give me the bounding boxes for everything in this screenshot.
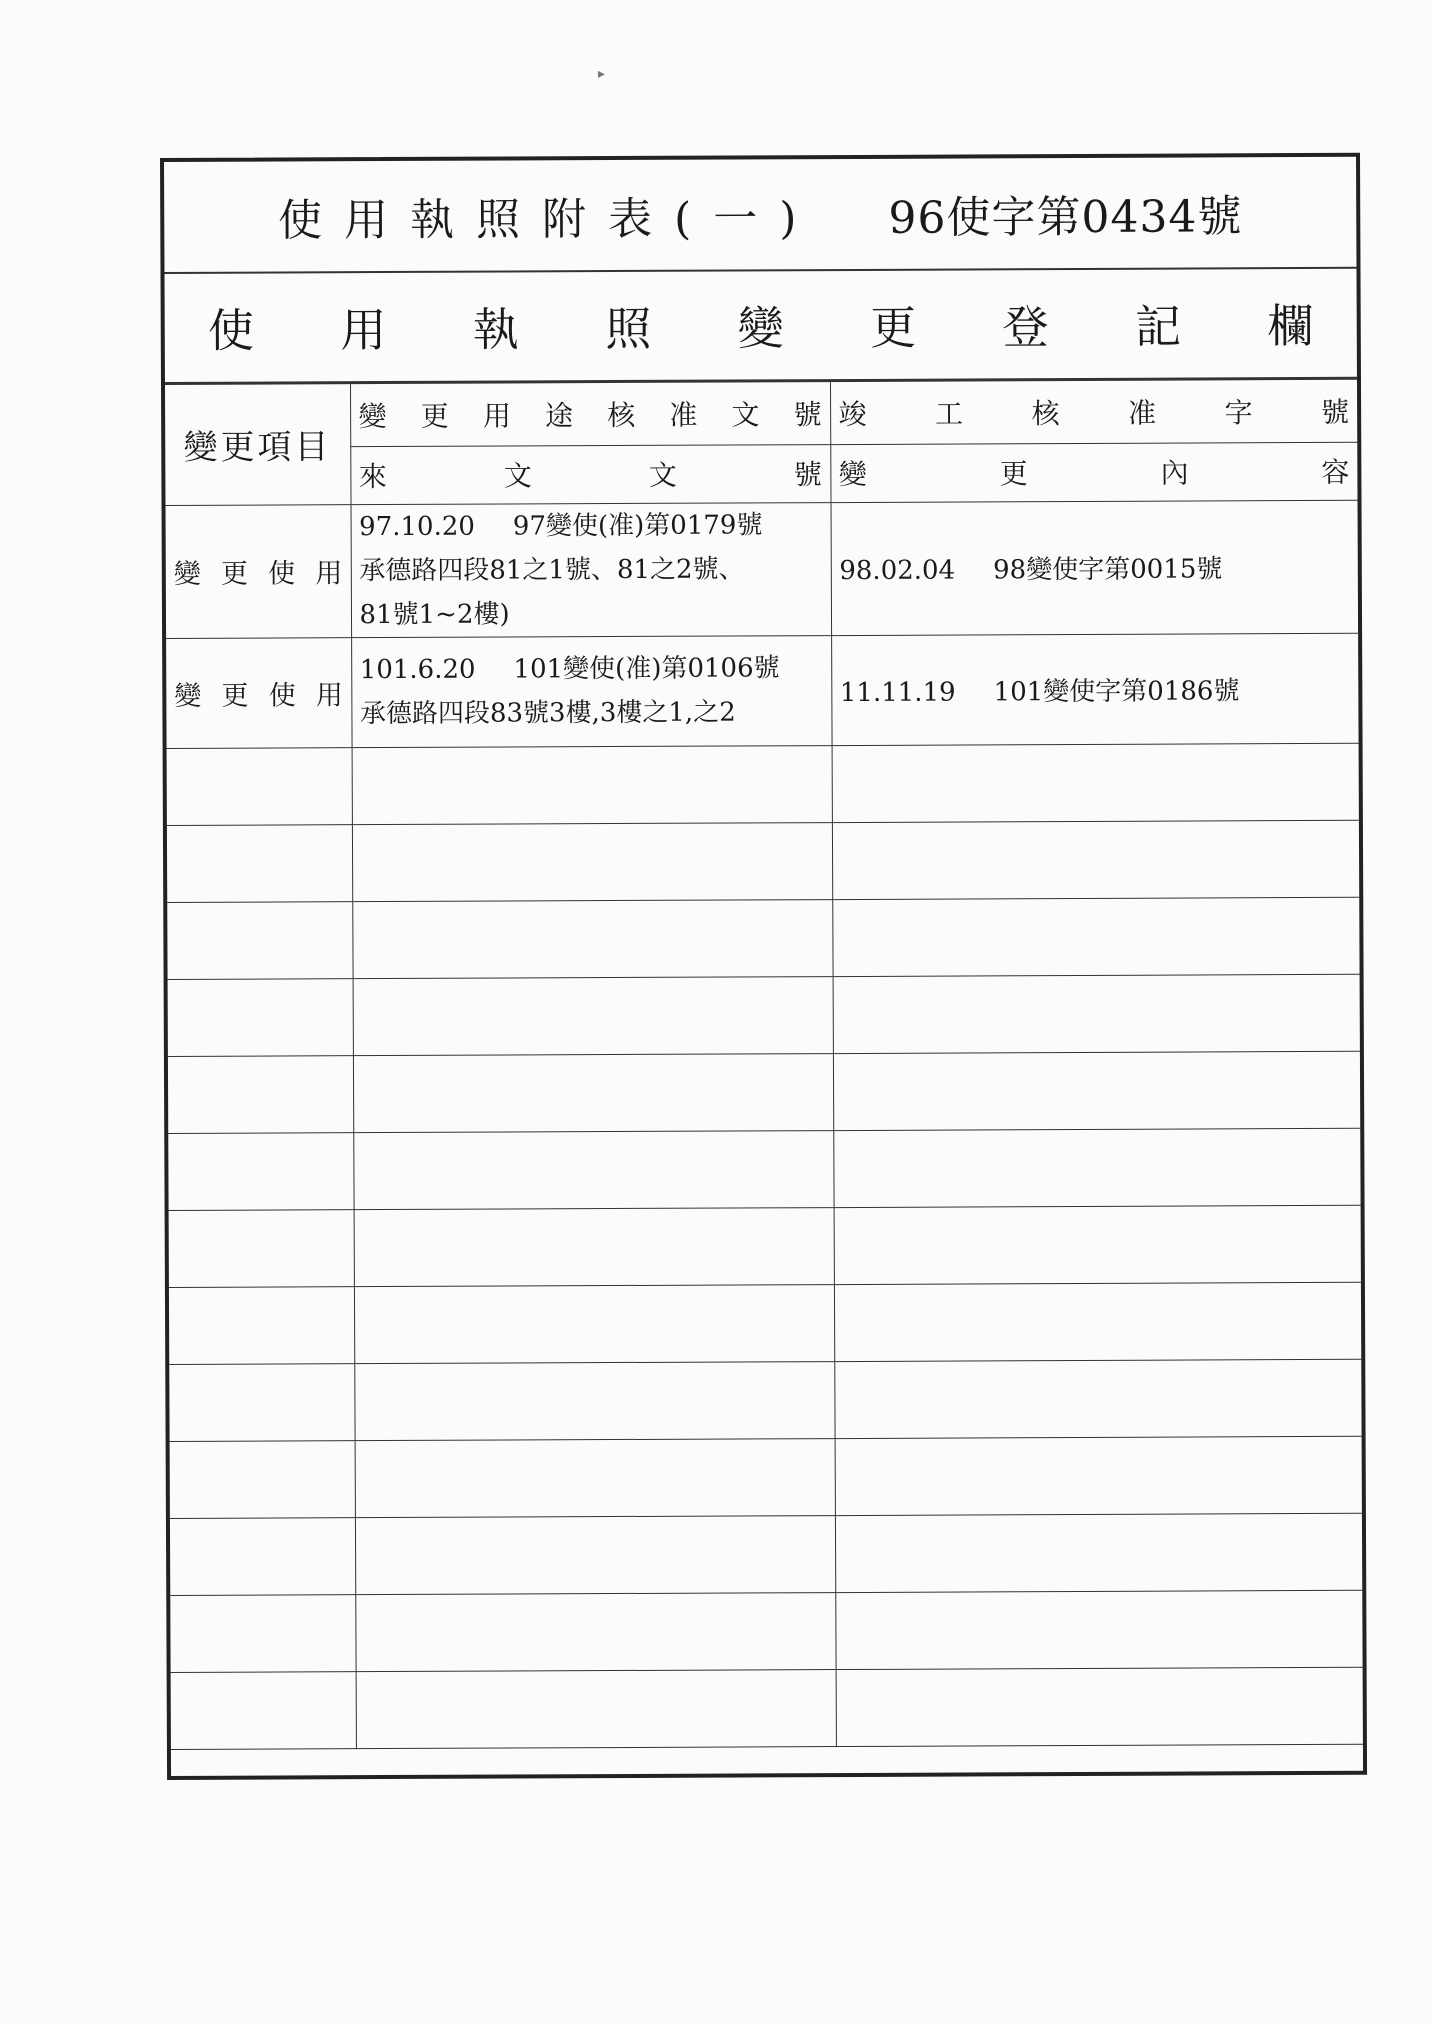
blank-row — [170, 1513, 1362, 1595]
blank-cell — [355, 1515, 835, 1594]
doc-number: 97變使(准)第0179號 — [512, 509, 763, 541]
subtitle-char: 用 — [340, 303, 387, 358]
blank-cell — [832, 820, 1359, 899]
blank-row — [168, 1128, 1360, 1210]
blank-row — [171, 1667, 1363, 1749]
doc-date: 97.10.20 — [359, 511, 475, 542]
blank-rows — [167, 743, 1363, 1749]
blank-cell — [833, 1051, 1360, 1130]
blank-cell — [354, 1284, 834, 1363]
doc-address: 承德路四段81之1號、81之2號、 — [359, 553, 745, 586]
doc-number: 101變使(准)第0106號 — [513, 653, 780, 685]
subtitle-char: 登 — [1002, 300, 1049, 355]
blank-cell — [352, 822, 832, 901]
entry-item: 變 更 使 用 — [166, 504, 352, 638]
blank-row — [168, 1051, 1360, 1133]
blank-cell — [835, 1436, 1362, 1515]
change-register-table — [165, 380, 1363, 1750]
blank-cell — [168, 1132, 353, 1210]
blank-cell — [832, 743, 1359, 822]
blank-cell — [832, 897, 1359, 976]
blank-row — [169, 1205, 1361, 1287]
blank-cell — [354, 1207, 834, 1286]
blank-row — [170, 1436, 1362, 1518]
completion-number: 101變使字第0186號 — [993, 675, 1240, 707]
doc-address: 承德路四段83號3樓,3樓之1,之2 — [359, 697, 736, 730]
license-form — [160, 153, 1367, 1780]
scan-speck: ▸ — [598, 66, 606, 82]
form-title — [164, 157, 1356, 274]
blank-cell — [355, 1438, 835, 1517]
blank-cell — [170, 1517, 355, 1595]
blank-cell — [833, 974, 1360, 1053]
blank-cell — [835, 1513, 1362, 1592]
table-row — [166, 500, 1359, 638]
entry-item: 變 更 使 用 — [166, 637, 351, 748]
blank-cell — [167, 747, 352, 825]
entry-completion — [831, 633, 1358, 745]
blank-cell — [168, 1055, 353, 1133]
table-row — [166, 633, 1358, 748]
blank-cell — [833, 1128, 1360, 1207]
blank-cell — [835, 1590, 1362, 1669]
subtitle-char: 更 — [870, 300, 917, 355]
blank-row — [170, 1590, 1362, 1672]
subtitle-char: 執 — [472, 302, 519, 357]
blank-cell — [169, 1209, 354, 1287]
blank-cell — [170, 1440, 355, 1518]
form-subtitle — [165, 269, 1357, 385]
blank-cell — [353, 976, 833, 1055]
blank-cell — [834, 1359, 1361, 1438]
blank-cell — [834, 1282, 1361, 1361]
entry-doc — [351, 635, 831, 747]
doc-address-cont: 81號1~2樓) — [359, 598, 510, 630]
subtitle-char: 照 — [605, 301, 652, 357]
subtitle-char: 記 — [1134, 299, 1182, 354]
blank-row — [167, 897, 1359, 979]
header-row-top — [165, 380, 1357, 447]
completion-date: 98.02.04 — [839, 555, 956, 587]
blank-row — [169, 1359, 1361, 1441]
header-change-content: 變 更 內 容 — [830, 442, 1357, 502]
header-completion-no: 竣 工 核 准 字 號 — [830, 380, 1357, 444]
blank-row — [168, 974, 1360, 1056]
blank-cell — [167, 901, 352, 979]
blank-cell — [169, 1286, 354, 1364]
blank-cell — [352, 899, 832, 978]
form-title-main: 使用執照附表(一) — [278, 193, 819, 247]
blank-cell — [836, 1667, 1363, 1746]
form-title-number: 96使字第0434號 — [888, 191, 1243, 244]
blank-cell — [170, 1594, 355, 1672]
completion-number: 98變使字第0015號 — [993, 554, 1223, 586]
entry-doc — [351, 502, 832, 637]
subtitle-char: 欄 — [1267, 298, 1314, 354]
completion-date: 11.11.19 — [839, 677, 956, 708]
header-approval-doc-no: 變 更 用 途 核 准 文 號 — [350, 382, 830, 446]
header-incoming-doc-no: 來 文 文 號 — [350, 444, 830, 504]
blank-cell — [353, 1053, 833, 1132]
blank-row — [169, 1282, 1361, 1364]
blank-cell — [356, 1669, 836, 1748]
subtitle-char: 變 — [737, 301, 784, 356]
blank-cell — [355, 1592, 835, 1671]
blank-cell — [352, 745, 832, 824]
header-item: 變更項目 — [165, 384, 351, 505]
blank-cell — [834, 1205, 1361, 1284]
blank-cell — [353, 1130, 833, 1209]
entry-completion — [831, 500, 1359, 635]
blank-cell — [354, 1361, 834, 1440]
blank-cell — [169, 1363, 354, 1441]
doc-date: 101.6.20 — [359, 654, 476, 686]
blank-row — [167, 820, 1359, 902]
blank-cell — [168, 978, 353, 1056]
subtitle-char: 使 — [207, 303, 255, 358]
blank-cell — [167, 824, 352, 902]
blank-cell — [171, 1671, 356, 1749]
blank-row — [167, 743, 1359, 825]
